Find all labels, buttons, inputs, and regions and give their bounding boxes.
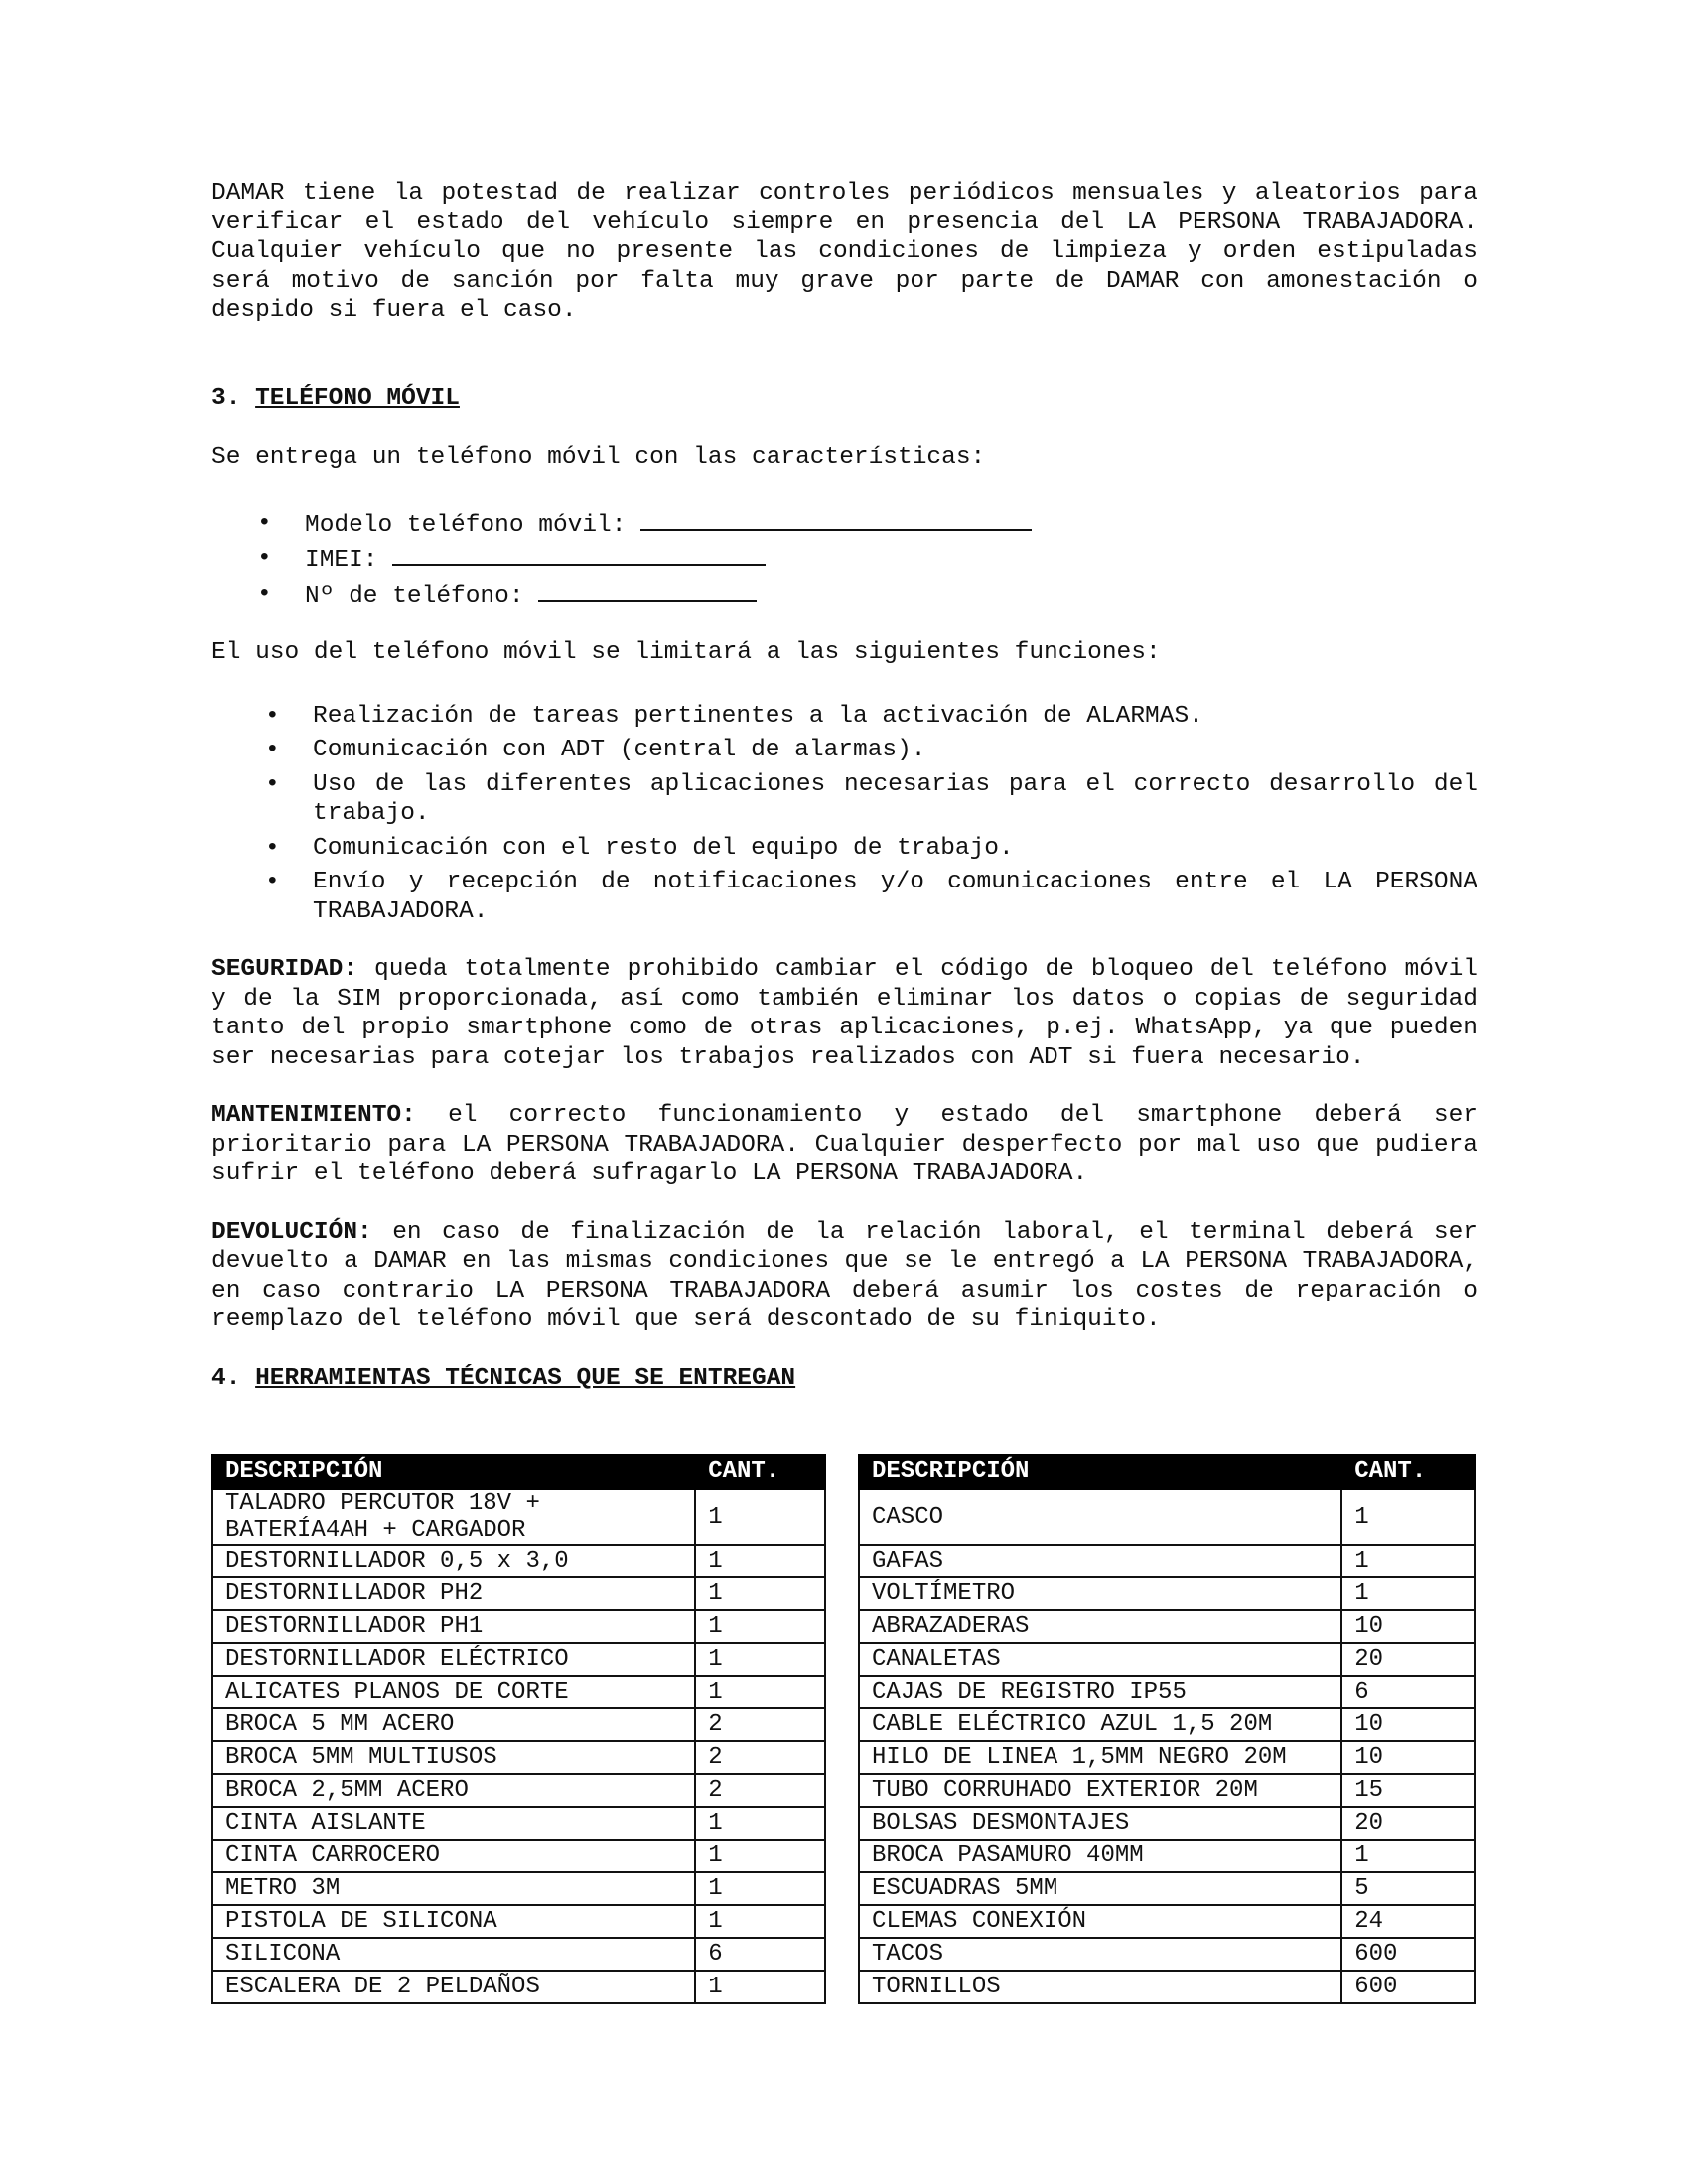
section-3-number: 3. [211, 384, 241, 412]
table-row [212, 1872, 825, 1905]
tool-quantity: 10 [1341, 1610, 1475, 1643]
table-row [859, 1577, 1475, 1610]
table-row [212, 1905, 825, 1938]
phone-field-label: Nº de teléfono: [305, 582, 524, 610]
table-row [212, 1577, 825, 1610]
list-item: • Comunicación con ADT (central de alarmas). [211, 736, 1477, 765]
tool-quantity: 1 [695, 1676, 825, 1708]
table-row [212, 1938, 825, 1971]
tool-description: HILO DE LINEA 1,5MM NEGRO 20M [859, 1741, 1341, 1774]
tool-quantity: 15 [1341, 1774, 1475, 1807]
table-row [859, 1840, 1475, 1872]
tool-quantity: 10 [1341, 1708, 1475, 1741]
phone-number-blank[interactable] [538, 578, 757, 602]
list-item: • Envío y recepción de notificaciones y/o comunicaciones entre el LA PERSONA TRABAJADORA. [211, 868, 1477, 926]
tool-quantity: 20 [1341, 1807, 1475, 1840]
tool-description: PISTOLA DE SILICONA [212, 1905, 695, 1938]
list-item: • Uso de las diferentes aplicaciones necesarias para el correcto desarrollo del trabajo. [211, 770, 1477, 829]
tool-quantity: 1 [695, 1643, 825, 1676]
section-3-title: TELÉFONO MÓVIL [255, 384, 460, 412]
table-row [859, 1872, 1475, 1905]
phone-field-imei [211, 542, 1477, 578]
table-row [859, 1676, 1475, 1708]
col-header-quantity: CANT. [695, 1455, 825, 1489]
table-row [859, 1905, 1475, 1938]
table-row [859, 1545, 1475, 1577]
table-row [212, 1610, 825, 1643]
table-row [212, 1708, 825, 1741]
tool-quantity: 1 [695, 1807, 825, 1840]
table-row [859, 1610, 1475, 1643]
list-item: • Realización de tareas pertinentes a la activación de ALARMAS. [211, 702, 1477, 732]
tool-quantity: 1 [1341, 1545, 1475, 1577]
tool-description: GAFAS [859, 1545, 1341, 1577]
table-row [212, 1489, 825, 1545]
tool-quantity: 600 [1341, 1938, 1475, 1971]
section-3-heading [211, 384, 1477, 414]
tool-description: TALADRO PERCUTOR 18V + BATERÍA4AH + CARGADOR [212, 1489, 695, 1545]
tool-quantity: 1 [695, 1905, 825, 1938]
tool-description: TACOS [859, 1938, 1341, 1971]
tool-description: BOLSAS DESMONTAJES [859, 1807, 1341, 1840]
tool-description: ESCUADRAS 5MM [859, 1872, 1341, 1905]
uses-list [211, 702, 1477, 927]
mantenimiento-text: el correcto funcionamiento y estado del smartphone deberá ser prioritario para LA PERSONA TRABAJADORA. Cualquier desperfecto por mal uso que pudiera sufrir el teléfono deberá sufragarlo LA PERSONA TRABAJADORA. [211, 1102, 1477, 1187]
col-header-description: DESCRIPCIÓN [212, 1455, 695, 1489]
tool-description: CABLE ELÉCTRICO AZUL 1,5 20M [859, 1708, 1341, 1741]
tool-quantity: 10 [1341, 1741, 1475, 1774]
tools-table-right-body [859, 1489, 1475, 2003]
col-header-description: DESCRIPCIÓN [859, 1455, 1341, 1489]
tool-description: VOLTÍMETRO [859, 1577, 1341, 1610]
document-page [211, 179, 1478, 2000]
tool-quantity: 6 [1341, 1676, 1475, 1708]
seguridad-label: SEGURIDAD: [211, 956, 358, 983]
tool-description: BROCA 5 MM ACERO [212, 1708, 695, 1741]
seguridad-paragraph [211, 955, 1477, 1072]
table-row [212, 1741, 825, 1774]
devolucion-label: DEVOLUCIÓN: [211, 1218, 372, 1246]
table-row [212, 1840, 825, 1872]
table-row [859, 1774, 1475, 1807]
table-row [859, 1807, 1475, 1840]
phone-field-model [211, 507, 1477, 543]
tool-description: BROCA 2,5MM ACERO [212, 1774, 695, 1807]
intro-paragraph: DAMAR tiene la potestad de realizar controles periódicos mensuales y aleatorios para verificar el estado del vehículo siempre en presencia del LA PERSONA TRABAJADORA. Cualquier vehículo que no presente las condiciones de limpieza y orden estipuladas será motivo de sanción por falta muy grave por parte de DAMAR con amonestación o despido si fuera el caso. [211, 180, 1477, 324]
tool-quantity: 1 [695, 1489, 825, 1545]
phone-model-blank[interactable] [640, 507, 1032, 531]
tool-description: TUBO CORRUHADO EXTERIOR 20M [859, 1774, 1341, 1807]
table-row [859, 1741, 1475, 1774]
tool-quantity: 1 [695, 1840, 825, 1872]
tool-quantity: 1 [1341, 1577, 1475, 1610]
phone-fields-list [211, 507, 1477, 614]
tool-quantity: 6 [695, 1938, 825, 1971]
tool-description: BROCA 5MM MULTIUSOS [212, 1741, 695, 1774]
table-row [859, 1708, 1475, 1741]
phone-field-label: IMEI: [305, 547, 378, 574]
tool-quantity: 1 [695, 1610, 825, 1643]
tools-table-left [211, 1454, 826, 2004]
tool-quantity: 2 [695, 1708, 825, 1741]
table-row [212, 1643, 825, 1676]
tool-quantity: 1 [695, 1577, 825, 1610]
tool-quantity: 2 [695, 1774, 825, 1807]
tool-description: DESTORNILLADOR ELÉCTRICO [212, 1643, 695, 1676]
table-header-row [859, 1455, 1475, 1489]
table-row [859, 1971, 1475, 2003]
table-row [212, 1676, 825, 1708]
tool-quantity: 20 [1341, 1643, 1475, 1676]
tool-description: CINTA AISLANTE [212, 1807, 695, 1840]
table-row [859, 1938, 1475, 1971]
tool-description: CLEMAS CONEXIÓN [859, 1905, 1341, 1938]
tool-quantity: 600 [1341, 1971, 1475, 2003]
tool-description: METRO 3M [212, 1872, 695, 1905]
tool-description: DESTORNILLADOR PH1 [212, 1610, 695, 1643]
tool-quantity: 5 [1341, 1872, 1475, 1905]
tool-description: BROCA PASAMURO 40MM [859, 1840, 1341, 1872]
table-row [212, 1545, 825, 1577]
tool-quantity: 1 [695, 1872, 825, 1905]
col-header-quantity: CANT. [1341, 1455, 1475, 1489]
section-4-title: HERRAMIENTAS TÉCNICAS QUE SE ENTREGAN [255, 1364, 796, 1392]
uses-lead: El uso del teléfono móvil se limitará a las siguientes funciones: [211, 639, 1161, 666]
tool-description: ALICATES PLANOS DE CORTE [212, 1676, 695, 1708]
tool-description: ABRAZADERAS [859, 1610, 1341, 1643]
table-row [212, 1971, 825, 2003]
table-row [212, 1774, 825, 1807]
tool-quantity: 1 [1341, 1489, 1475, 1545]
list-item: • Comunicación con el resto del equipo de trabajo. [211, 834, 1477, 864]
tool-description: CAJAS DE REGISTRO IP55 [859, 1676, 1341, 1708]
tool-quantity: 24 [1341, 1905, 1475, 1938]
tool-description: CASCO [859, 1489, 1341, 1545]
tool-description: CANALETAS [859, 1643, 1341, 1676]
tool-quantity: 1 [695, 1545, 825, 1577]
devolucion-text: en caso de finalización de la relación laboral, el terminal deberá ser devuelto a DAMAR en las mismas condiciones que se le entregó a LA PERSONA TRABAJADORA, en caso contrario LA PERSONA TRABAJADORA deberá asumir los costes de reparación o reemplazo del teléfono móvil que será descontado de su finiquito. [211, 1218, 1478, 1333]
mantenimiento-paragraph [211, 1101, 1477, 1189]
tool-quantity: 2 [695, 1741, 825, 1774]
phone-field-number [211, 578, 1477, 614]
mantenimiento-label: MANTENIMIENTO: [211, 1102, 416, 1129]
section-4-heading [211, 1364, 1477, 1394]
imei-blank[interactable] [392, 542, 766, 566]
phone-field-label: Modelo teléfono móvil: [305, 511, 627, 539]
tool-description: TORNILLOS [859, 1971, 1341, 2003]
tools-table-left-body [212, 1489, 825, 2003]
table-row [859, 1643, 1475, 1676]
tools-table-right [858, 1454, 1476, 2004]
tool-description: DESTORNILLADOR PH2 [212, 1577, 695, 1610]
tool-quantity: 1 [1341, 1840, 1475, 1872]
tool-description: DESTORNILLADOR 0,5 x 3,0 [212, 1545, 695, 1577]
tool-description: CINTA CARROCERO [212, 1840, 695, 1872]
table-row [859, 1489, 1475, 1545]
table-header-row [212, 1455, 825, 1489]
section-4-number: 4. [211, 1364, 241, 1392]
tool-quantity: 1 [695, 1971, 825, 2003]
seguridad-text: queda totalmente prohibido cambiar el código de bloqueo del teléfono móvil y de la SIM proporcionada, así como también eliminar los datos o copias de seguridad tanto del propio smartphone como de otras aplicaciones, p.ej. WhatsApp, ya que pueden ser necesarias para cotejar los trabajos realizados con ADT si fuera necesario. [211, 956, 1478, 1071]
tool-description: ESCALERA DE 2 PELDAÑOS [212, 1971, 695, 2003]
table-row [212, 1807, 825, 1840]
tool-description: SILICONA [212, 1938, 695, 1971]
devolucion-paragraph [211, 1218, 1477, 1335]
phone-lead: Se entrega un teléfono móvil con las características: [211, 444, 986, 471]
